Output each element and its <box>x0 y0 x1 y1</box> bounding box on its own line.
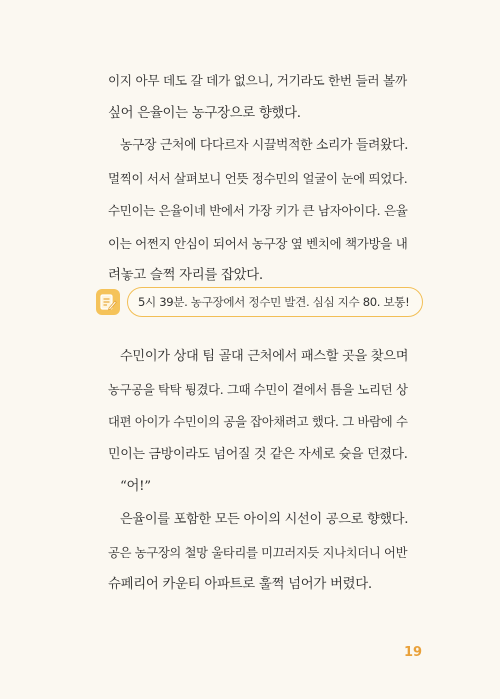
text-line: “어!” <box>120 479 151 494</box>
text-line: 수민이가 상대 팀 골대 근처에서 패스할 곳을 찾으며 <box>120 349 409 364</box>
text-line: 싶어 은율이는 농구장으로 향했다. <box>108 105 301 121</box>
text-line: 공은 농구장의 철망 울타리를 미끄러지듯 지나치더니 어반 <box>108 545 408 560</box>
page-number: 19 <box>404 645 423 660</box>
notepad-pencil-icon <box>96 289 120 315</box>
text-line: 려놓고 슬쩍 자리를 잡았다. <box>108 268 263 283</box>
text-line: 수민이는 은율이네 반에서 가장 키가 큰 남자아이다. 은율 <box>108 203 408 218</box>
text-line: 농구공을 탁탁 튕겼다. 그때 수민이 곁에서 틈을 노리던 상 <box>108 382 408 397</box>
text-line: 농구장 근처에 다다르자 시끌벅적한 소리가 들려왔다. <box>120 138 408 153</box>
text-line: 이는 어쩐지 안심이 되어서 농구장 옆 벤치에 책가방을 내 <box>108 235 408 251</box>
text-line: 슈페리어 카운티 아파트로 훌쩍 넘어가 버렸다. <box>108 577 372 592</box>
diary-note <box>96 284 423 320</box>
paragraph <box>108 504 408 602</box>
paragraph <box>108 341 408 471</box>
text-line: 멀찍이 서서 살펴보니 언뜻 정수민의 얼굴이 눈에 띄었다. <box>108 170 408 186</box>
text-line: 이지 아무 데도 갈 데가 없으니, 거기라도 한번 들러 볼까 <box>108 73 407 88</box>
note-text: 5시 39분. 농구장에서 정수민 발견. 심심 지수 80. 보통! <box>127 287 423 317</box>
paragraph <box>108 471 408 504</box>
paragraph <box>108 130 408 293</box>
text-line: 민이는 금방이라도 넘어질 것 같은 자세로 슛을 던졌다. <box>108 446 408 462</box>
text-line: 대편 아이가 수민이의 공을 잡아채려고 했다. 그 바람에 수 <box>108 415 408 429</box>
paragraph <box>108 65 408 130</box>
text-line: 은율이를 포함한 모든 아이의 시선이 공으로 향했다. <box>120 512 409 527</box>
